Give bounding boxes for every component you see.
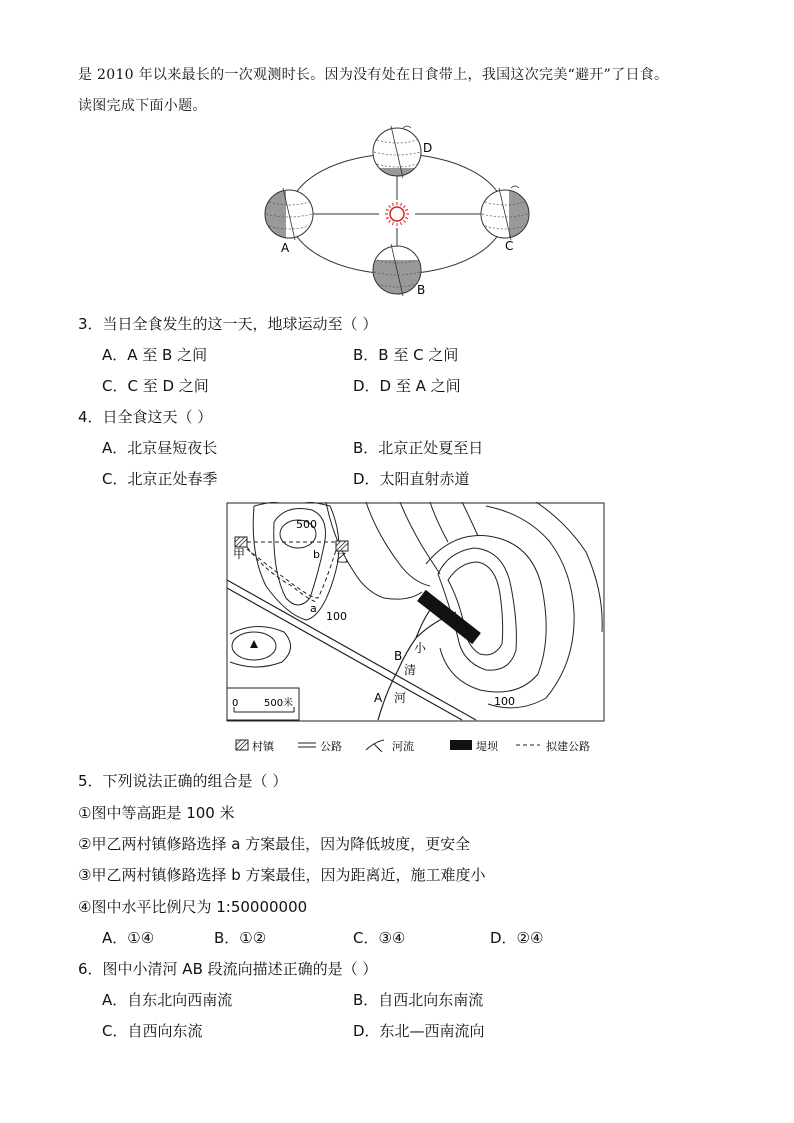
q5-statement-2: ②甲乙两村镇修路选择 a 方案最佳，因为降低坡度，更安全 — [78, 835, 471, 853]
q4-option-a[interactable]: A．北京昼短夜长 — [102, 439, 218, 457]
q6-option-c[interactable]: C．自西向东流 — [102, 1022, 203, 1040]
scale-zero: 0 — [232, 698, 239, 709]
q5-option-b[interactable]: B．①② — [214, 929, 267, 947]
label-d: D — [423, 141, 433, 155]
intro-line-1: 是 2010 年以来最长的一次观测时长。因为没有处在日食带上，我国这次完美“避开”了日食。 — [78, 67, 669, 83]
contour-map — [226, 502, 606, 724]
point-a-label: A — [374, 691, 383, 705]
q5-option-d[interactable]: D．②④ — [490, 929, 544, 947]
q5-statement-1: ①图中等高距是 100 米 — [78, 804, 235, 822]
legend-proposed-road-label: 拟建公路 — [546, 740, 590, 753]
village-jia-icon — [235, 537, 247, 547]
legend-dam-icon — [450, 740, 472, 750]
village-jia-label: 甲 — [233, 547, 246, 561]
contour-label-100-a: 100 — [326, 610, 347, 623]
village-yi-icon — [336, 541, 348, 551]
q5-option-a[interactable]: A．①④ — [102, 929, 155, 947]
q4-option-d[interactable]: D．太阳直射赤道 — [353, 470, 470, 488]
earth-a — [265, 188, 313, 240]
legend-village-label: 村镇 — [252, 740, 274, 753]
q3-option-c[interactable]: C．C 至 D 之间 — [102, 377, 209, 395]
earth-b — [373, 244, 421, 296]
q5-statement-4: ④图中水平比例尺为 1:50000000 — [78, 898, 308, 916]
q6-option-b[interactable]: B．自西北向东南流 — [353, 991, 484, 1009]
river-name-he: 河 — [394, 691, 407, 705]
contour-label-100-b: 100 — [494, 695, 515, 708]
intro-line-2: 读图完成下面小题。 — [78, 98, 207, 114]
legend-road-label: 公路 — [320, 740, 342, 753]
river-name-qing: 清 — [404, 663, 417, 677]
label-a: A — [281, 241, 290, 255]
point-b-label: B — [394, 649, 403, 663]
q4-option-c[interactable]: C．北京正处春季 — [102, 470, 218, 488]
sun-icon — [385, 202, 409, 226]
q5-stem: 5．下列说法正确的组合是（ ） — [78, 772, 288, 790]
q4-option-b[interactable]: B．北京正处夏至日 — [353, 439, 484, 457]
q6-stem: 6．图中小清河 AB 段流向描述正确的是（ ） — [78, 960, 378, 978]
q5-option-c[interactable]: C．③④ — [353, 929, 406, 947]
legend-road-icon — [298, 743, 316, 747]
q3-option-a[interactable]: A．A 至 B 之间 — [102, 346, 208, 364]
route-b-label: b — [313, 548, 320, 561]
q5-statement-3: ③甲乙两村镇修路选择 b 方案最佳，因为距离近，施工难度小 — [78, 866, 486, 884]
label-c: C — [505, 239, 514, 253]
scale-value: 500米 — [264, 698, 294, 709]
q4-stem: 4．日全食这天（ ） — [78, 408, 213, 426]
label-b: B — [417, 283, 426, 297]
village-yi-label: 乙 — [336, 551, 349, 565]
legend-river-icon — [366, 740, 384, 752]
river-name-xiao: 小 — [414, 641, 427, 655]
route-a-label: a — [310, 602, 317, 615]
q3-option-b[interactable]: B．B 至 C 之间 — [353, 346, 459, 364]
legend-dam-label: 堤坝 — [476, 740, 498, 753]
scale-bar — [227, 688, 299, 720]
legend-village-icon — [236, 740, 248, 750]
earth-c — [481, 186, 530, 240]
q6-option-a[interactable]: A．自东北向西南流 — [102, 991, 233, 1009]
q3-option-d[interactable]: D．D 至 A 之间 — [353, 377, 461, 395]
legend-river-label: 河流 — [392, 740, 414, 753]
q6-option-d[interactable]: D．东北—西南流向 — [353, 1022, 485, 1040]
earth-d — [373, 126, 421, 178]
q3-stem: 3．当日全食发生的这一天，地球运动至（ ） — [78, 315, 378, 333]
contour-label-500: 500 — [296, 518, 317, 531]
earth-orbit-diagram — [255, 122, 545, 300]
map-legend — [232, 736, 602, 756]
